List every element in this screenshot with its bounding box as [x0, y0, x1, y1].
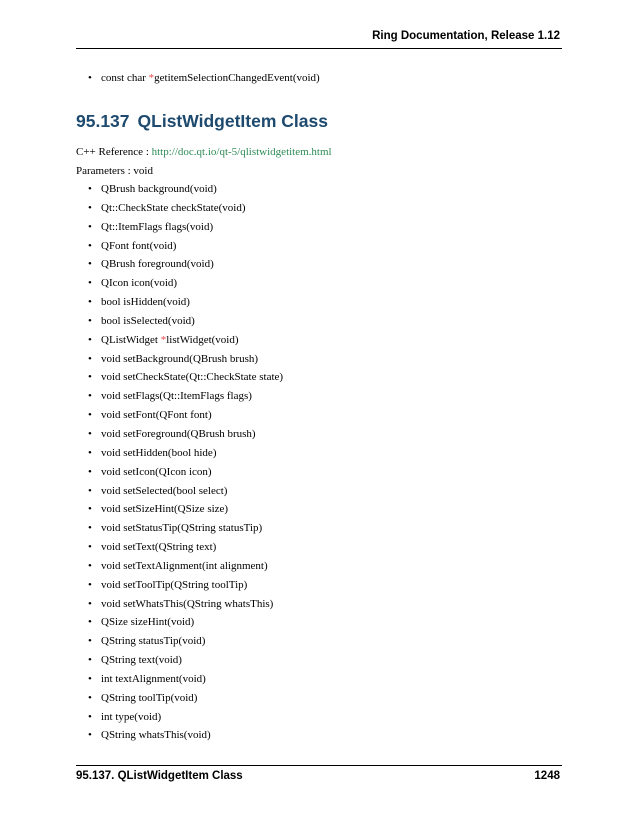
list-item: [88, 634, 283, 653]
list-item: [88, 540, 283, 559]
list-item: [88, 653, 283, 672]
bullet-icon: •: [88, 672, 92, 685]
bullet-icon: •: [88, 465, 92, 478]
list-item: [88, 559, 283, 578]
method-signature: void setCheckState(Qt::CheckState state): [101, 371, 284, 384]
bullet-icon: •: [88, 559, 92, 572]
bullet-icon: •: [88, 277, 92, 290]
list-item: [88, 672, 283, 691]
method-signature: void setWhatsThis(QString whatsThis): [101, 597, 274, 610]
bullet-icon: •: [88, 201, 92, 214]
pointer-asterisk: *: [148, 72, 155, 84]
bullet-icon: •: [88, 484, 92, 497]
bullet-icon: •: [88, 220, 92, 233]
bullet-icon: •: [88, 503, 92, 516]
method-signature-rest: listWidget(void): [166, 333, 239, 346]
method-signature: QListWidget: [101, 333, 161, 346]
list-item: [88, 182, 283, 201]
method-signature: QString statusTip(void): [101, 635, 206, 648]
list-item: [88, 333, 283, 352]
footer-page-number: 1248: [534, 770, 560, 782]
list-item: [88, 71, 320, 90]
method-signature: void setFlags(Qt::ItemFlags flags): [101, 390, 252, 403]
cpp-reference-link[interactable]: http://doc.qt.io/qt-5/qlistwidgetitem.html: [151, 146, 332, 158]
method-signature: void setHidden(bool hide): [101, 446, 217, 459]
list-item: [88, 352, 283, 371]
method-signature: void setToolTip(QString toolTip): [101, 578, 248, 591]
list-item: [88, 370, 283, 389]
method-signature-rest: getitemSelectionChangedEvent(void): [154, 72, 320, 84]
bullet-icon: •: [88, 390, 92, 403]
list-item: [88, 427, 283, 446]
header-rule: [76, 48, 562, 49]
method-signature: void setForeground(QBrush brush): [101, 427, 256, 440]
method-signature: int type(void): [101, 710, 162, 723]
parameters-line: Parameters : void: [76, 165, 153, 177]
list-item: [88, 502, 283, 521]
list-item: [88, 465, 283, 484]
method-signature: QBrush foreground(void): [101, 258, 214, 271]
bullet-icon: •: [88, 710, 92, 723]
method-signature: Qt::CheckState checkState(void): [101, 201, 246, 214]
method-signature: void setSelected(bool select): [101, 484, 228, 497]
list-item: [88, 691, 283, 710]
list-item: [88, 276, 283, 295]
method-list: [88, 182, 283, 747]
bullet-icon: •: [88, 427, 92, 440]
bullet-icon: •: [88, 597, 92, 610]
method-signature: void setFont(QFont font): [101, 409, 212, 422]
method-signature: QString text(void): [101, 654, 182, 667]
bullet-icon: •: [88, 635, 92, 648]
list-item: [88, 446, 283, 465]
pointer-asterisk: *: [160, 333, 167, 346]
method-signature: bool isSelected(void): [101, 314, 195, 327]
list-item: [88, 239, 283, 258]
method-signature: QSize sizeHint(void): [101, 616, 195, 629]
list-item: [88, 220, 283, 239]
method-signature: void setSizeHint(QSize size): [101, 503, 229, 516]
cpp-reference-label: C++ Reference :: [76, 146, 152, 158]
bullet-icon: •: [88, 691, 92, 704]
list-item: [88, 728, 283, 747]
method-signature: void setStatusTip(QString statusTip): [101, 522, 263, 535]
list-item: [88, 578, 283, 597]
method-signature: QBrush background(void): [101, 183, 217, 195]
method-signature: QString whatsThis(void): [101, 729, 211, 742]
bullet-icon: •: [88, 616, 92, 629]
bullet-icon: •: [88, 371, 92, 384]
list-item: [88, 201, 283, 220]
list-item: [88, 521, 283, 540]
section-heading: [76, 111, 328, 132]
method-signature: const char: [101, 72, 149, 84]
list-item: [88, 597, 283, 616]
list-item: [88, 257, 283, 276]
method-signature: void setIcon(QIcon icon): [101, 465, 212, 478]
bullet-icon: •: [88, 352, 92, 365]
bullet-icon: •: [88, 729, 92, 742]
previous-method-list: [88, 71, 320, 90]
method-signature: QIcon icon(void): [101, 277, 178, 290]
bullet-icon: •: [88, 654, 92, 667]
list-item: [88, 408, 283, 427]
method-signature: void setText(QString text): [101, 541, 217, 554]
section-title: QListWidgetItem Class: [137, 111, 328, 131]
cpp-reference-line: [76, 145, 332, 159]
bullet-icon: •: [88, 522, 92, 535]
method-signature: Qt::ItemFlags flags(void): [101, 220, 214, 233]
method-signature: void setTextAlignment(int alignment): [101, 559, 268, 572]
method-signature: QString toolTip(void): [101, 691, 198, 704]
bullet-icon: •: [88, 446, 92, 459]
bullet-icon: •: [88, 258, 92, 271]
bullet-icon: •: [88, 72, 92, 84]
bullet-icon: •: [88, 183, 92, 195]
footer-section-title: 95.137. QListWidgetItem Class: [76, 770, 243, 782]
method-signature: bool isHidden(void): [101, 296, 190, 309]
list-item: [88, 295, 283, 314]
method-signature: int textAlignment(void): [101, 672, 206, 685]
list-item: [88, 615, 283, 634]
bullet-icon: •: [88, 239, 92, 252]
bullet-icon: •: [88, 296, 92, 309]
bullet-icon: •: [88, 541, 92, 554]
footer-rule: [76, 765, 562, 766]
list-item: [88, 710, 283, 729]
method-signature: QFont font(void): [101, 239, 177, 252]
list-item: [88, 389, 283, 408]
bullet-icon: •: [88, 314, 92, 327]
section-number: 95.137: [76, 111, 130, 131]
list-item: [88, 484, 283, 503]
bullet-icon: •: [88, 333, 92, 346]
list-item: [88, 314, 283, 333]
method-signature: void setBackground(QBrush brush): [101, 352, 259, 365]
bullet-icon: •: [88, 578, 92, 591]
running-header-title: Ring Documentation, Release 1.12: [372, 30, 560, 42]
bullet-icon: •: [88, 409, 92, 422]
